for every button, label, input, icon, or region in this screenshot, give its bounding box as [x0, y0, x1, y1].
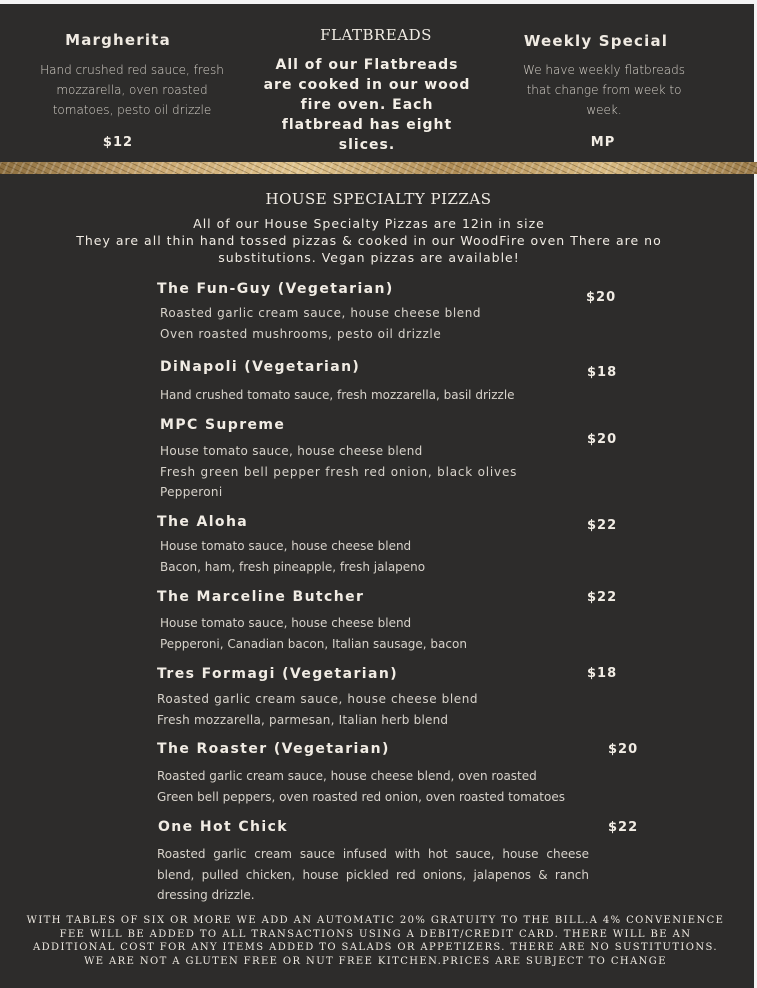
pizza-name: The Marceline Butcher — [157, 589, 365, 605]
pizza-description-line: Roasted garlic cream sauce, house cheese blend — [157, 692, 479, 706]
pizza-description-line: Pepperoni, Canadian bacon, Italian sausage, bacon — [160, 636, 467, 651]
pizza-description-line: Roasted garlic cream sauce, house cheese blend — [160, 306, 482, 320]
pizza-description-line: Fresh green bell pepper fresh red onion, black olives — [160, 464, 518, 479]
footer-line: ADDITIONAL COST FOR ANY ITEMS ADDED TO SALADS OR APPETIZERS. THERE ARE NO SUSTITUTIONS. — [32, 942, 718, 953]
pizza-price: $22 — [587, 590, 618, 605]
pizza-name: Tres Formagi (Vegetarian) — [157, 666, 399, 682]
gold-divider — [0, 162, 757, 174]
pizza-description-line: Oven roasted mushrooms, pesto oil drizzle — [160, 326, 442, 341]
pizza-description-line: Hand crushed tomato sauce, fresh mozzarella, basil drizzle — [160, 388, 515, 402]
pizza-name: The Fun-Guy (Vegetarian) — [157, 281, 394, 297]
pizza-description — [157, 689, 478, 730]
intro-line: substitutions. Vegan pizzas are available! — [218, 250, 520, 265]
pizza-description — [157, 844, 589, 906]
pizza-description-line: Bacon, ham, fresh pineapple, fresh jalapeno — [160, 559, 426, 574]
house-specialty-intro — [0, 215, 738, 266]
pizza-description-line: Green bell peppers, oven roasted red onion, oven roasted tomatoes — [157, 789, 565, 804]
footer-line: FEE WILL BE ADDED TO ALL TRANSACTIONS USING A DEBIT/CREDIT CARD. THERE WILL BE AN — [59, 928, 692, 940]
pizza-price: $20 — [587, 432, 618, 447]
pizza-name: The Roaster (Vegetarian) — [157, 741, 390, 757]
footer-line: WITH TABLES OF SIX OR MORE WE ADD AN AUTOMATIC 20% GRATUITY TO THE BILL.A 4% CONVENIENCE — [26, 915, 725, 926]
pizza-name: One Hot Chick — [158, 819, 288, 835]
margherita-price: $12 — [102, 135, 134, 150]
pizza-price: $18 — [587, 365, 618, 380]
pizza-name: MPC Supreme — [160, 417, 286, 433]
pizza-price: $18 — [587, 666, 618, 681]
footer-line: WE ARE NOT A GLUTEN FREE OR NUT FREE KITCHEN.PRICES ARE SUBJECT TO CHANGE — [84, 955, 667, 967]
pizza-name: The Aloha — [157, 514, 249, 530]
pizza-description — [160, 385, 515, 406]
pizza-price: $20 — [608, 742, 639, 757]
flatbreads-description: All of our Flatbreads are cooked in our wood fire oven. Each flatbread has eight slices. — [263, 57, 471, 153]
margherita-description: Hand crushed red sauce, fresh mozzarella, oven roasted tomatoes, pesto oil drizzle — [40, 63, 224, 117]
pizza-description-line: House tomato sauce, house cheese blend — [160, 616, 412, 630]
intro-line: All of our House Specialty Pizzas are 12in in size — [193, 216, 545, 231]
pizza-description — [160, 536, 425, 577]
pizza-description-line: Pepperoni — [160, 485, 223, 499]
pizza-price: $22 — [587, 518, 618, 533]
pizza-description-line: House tomato sauce, house cheese blend — [160, 444, 423, 458]
pizza-price: $20 — [586, 290, 617, 305]
pizza-description — [157, 766, 565, 807]
pizza-name: DiNapoli (Vegetarian) — [160, 359, 361, 375]
weekly-special-price: MP — [590, 135, 616, 150]
intro-line: They are all thin hand tossed pizzas & cooked in our WoodFire oven There are no — [76, 233, 662, 248]
pizza-description-line: House tomato sauce, house cheese blend — [160, 539, 412, 553]
pizza-description — [160, 613, 467, 654]
pizza-description — [160, 441, 517, 503]
flatbreads-heading: FLATBREADS — [320, 26, 432, 44]
house-specialty-heading: HOUSE SPECIALTY PIZZAS — [265, 190, 492, 208]
footer-notice — [0, 914, 751, 968]
pizza-description-line: Roasted garlic cream sauce, house cheese blend, oven roasted — [157, 769, 537, 783]
pizza-price: $22 — [608, 820, 639, 835]
margherita-title: Margherita — [65, 31, 171, 49]
pizza-description-line: Roasted garlic cream sauce infused with hot sauce, house cheese blend, pulled chicken, house pickled red onions, jalapenos & ranch dressing drizzle. — [157, 847, 589, 902]
weekly-special-description: We have weekly flatbreads that change from week to week. — [523, 63, 685, 117]
pizza-description-line: Fresh mozzarella, parmesan, Italian herb blend — [157, 712, 449, 727]
weekly-special-title: Weekly Special — [523, 32, 669, 50]
pizza-description — [160, 303, 481, 344]
